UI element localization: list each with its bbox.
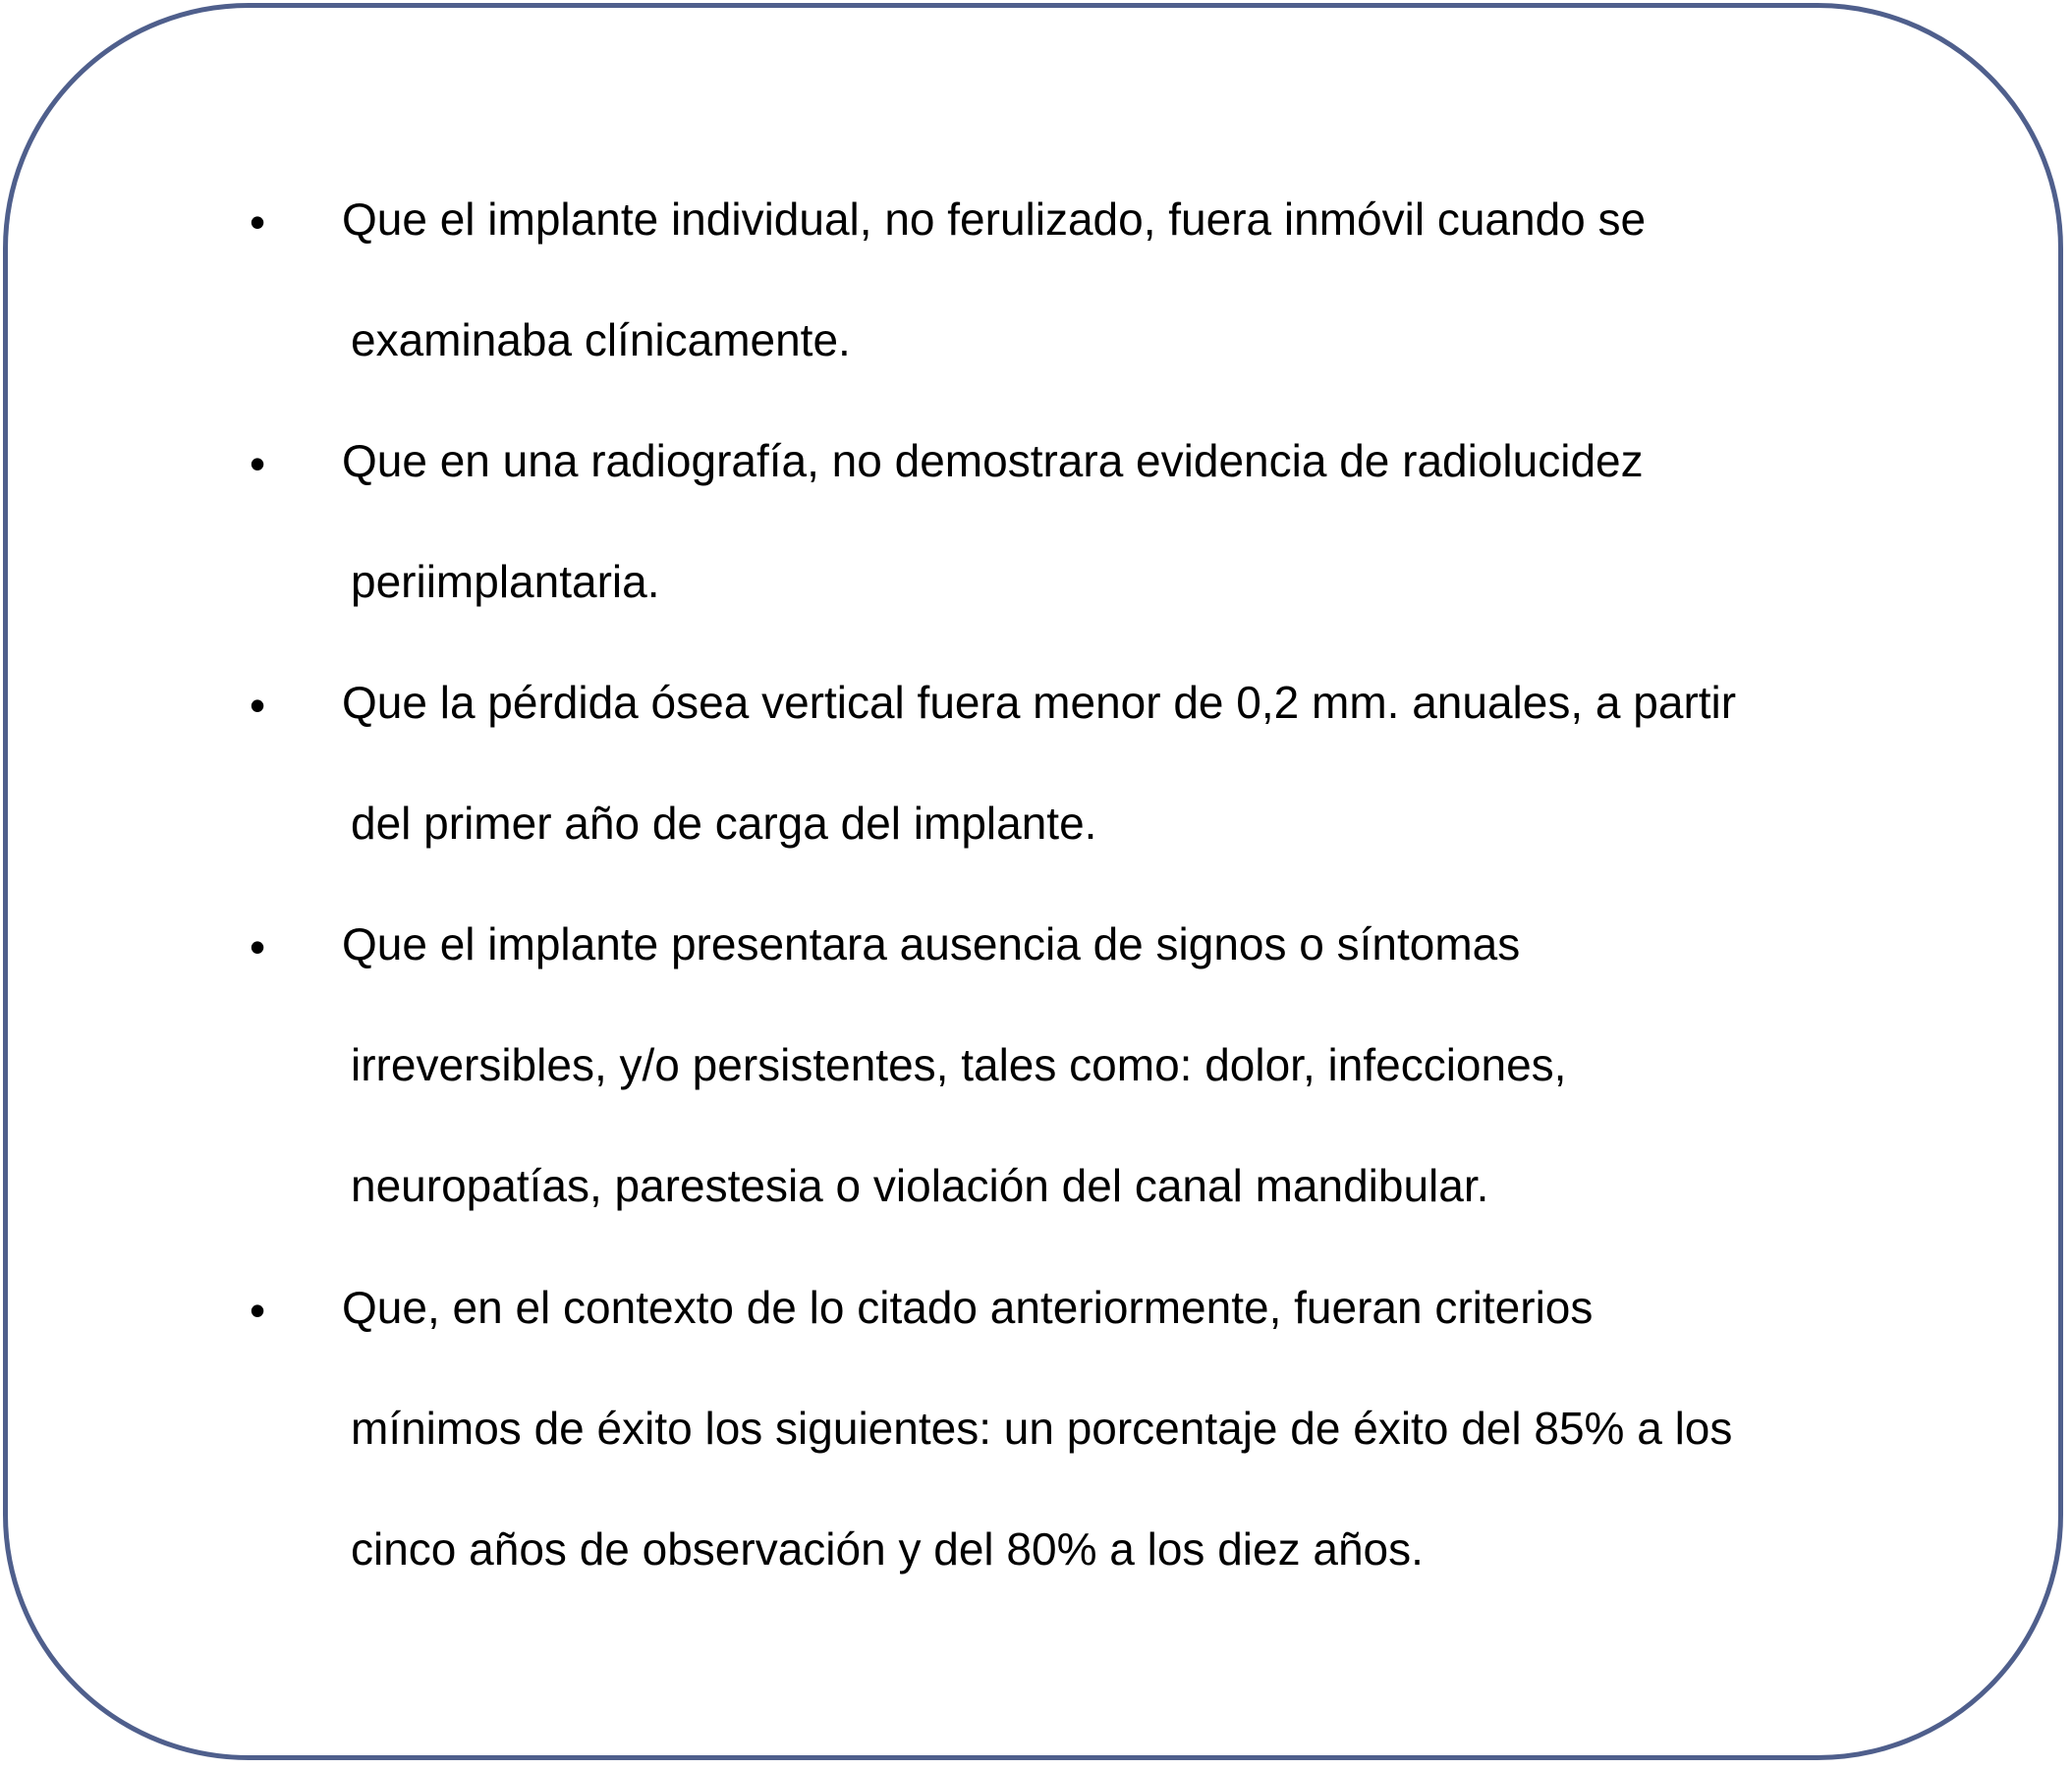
- criterion-3-line-2: del primer año de carga del implante.: [351, 798, 1097, 849]
- criterion-5-line-1: Que, en el contexto de lo citado anteriormente, fueran criterios: [342, 1282, 1594, 1333]
- criterion-4-line-3: neuropatías, parestesia o violación del canal mandibular.: [351, 1160, 1489, 1211]
- criterion-2-line-2: periimplantaria.: [351, 556, 660, 607]
- criterion-4-line-2: irreversibles, y/o persistentes, tales como: dolor, infecciones,: [351, 1039, 1567, 1090]
- criterion-1-line-1: Que el implante individual, no ferulizado, fuera inmóvil cuando se: [342, 193, 1647, 245]
- criterion-5-line-2: mínimos de éxito los siguientes: un porcentaje de éxito del 85% a los: [351, 1403, 1733, 1454]
- bullet-icon: •: [250, 1285, 266, 1336]
- bullet-icon: •: [250, 196, 266, 248]
- criterion-4-line-1: Que el implante presentara ausencia de signos o síntomas: [342, 918, 1521, 969]
- bullet-icon: •: [250, 438, 266, 489]
- criterion-5-line-3: cinco años de observación y del 80% a los diez años.: [351, 1523, 1424, 1575]
- bullet-icon: •: [250, 680, 266, 731]
- criterion-2-line-1: Que en una radiografía, no demostrara evidencia de radiolucidez: [342, 435, 1644, 486]
- bullet-icon: •: [250, 921, 266, 972]
- criterion-1-line-2: examinaba clínicamente.: [351, 314, 851, 365]
- criterion-3-line-1: Que la pérdida ósea vertical fuera menor de 0,2 mm. anuales, a partir: [342, 677, 1737, 728]
